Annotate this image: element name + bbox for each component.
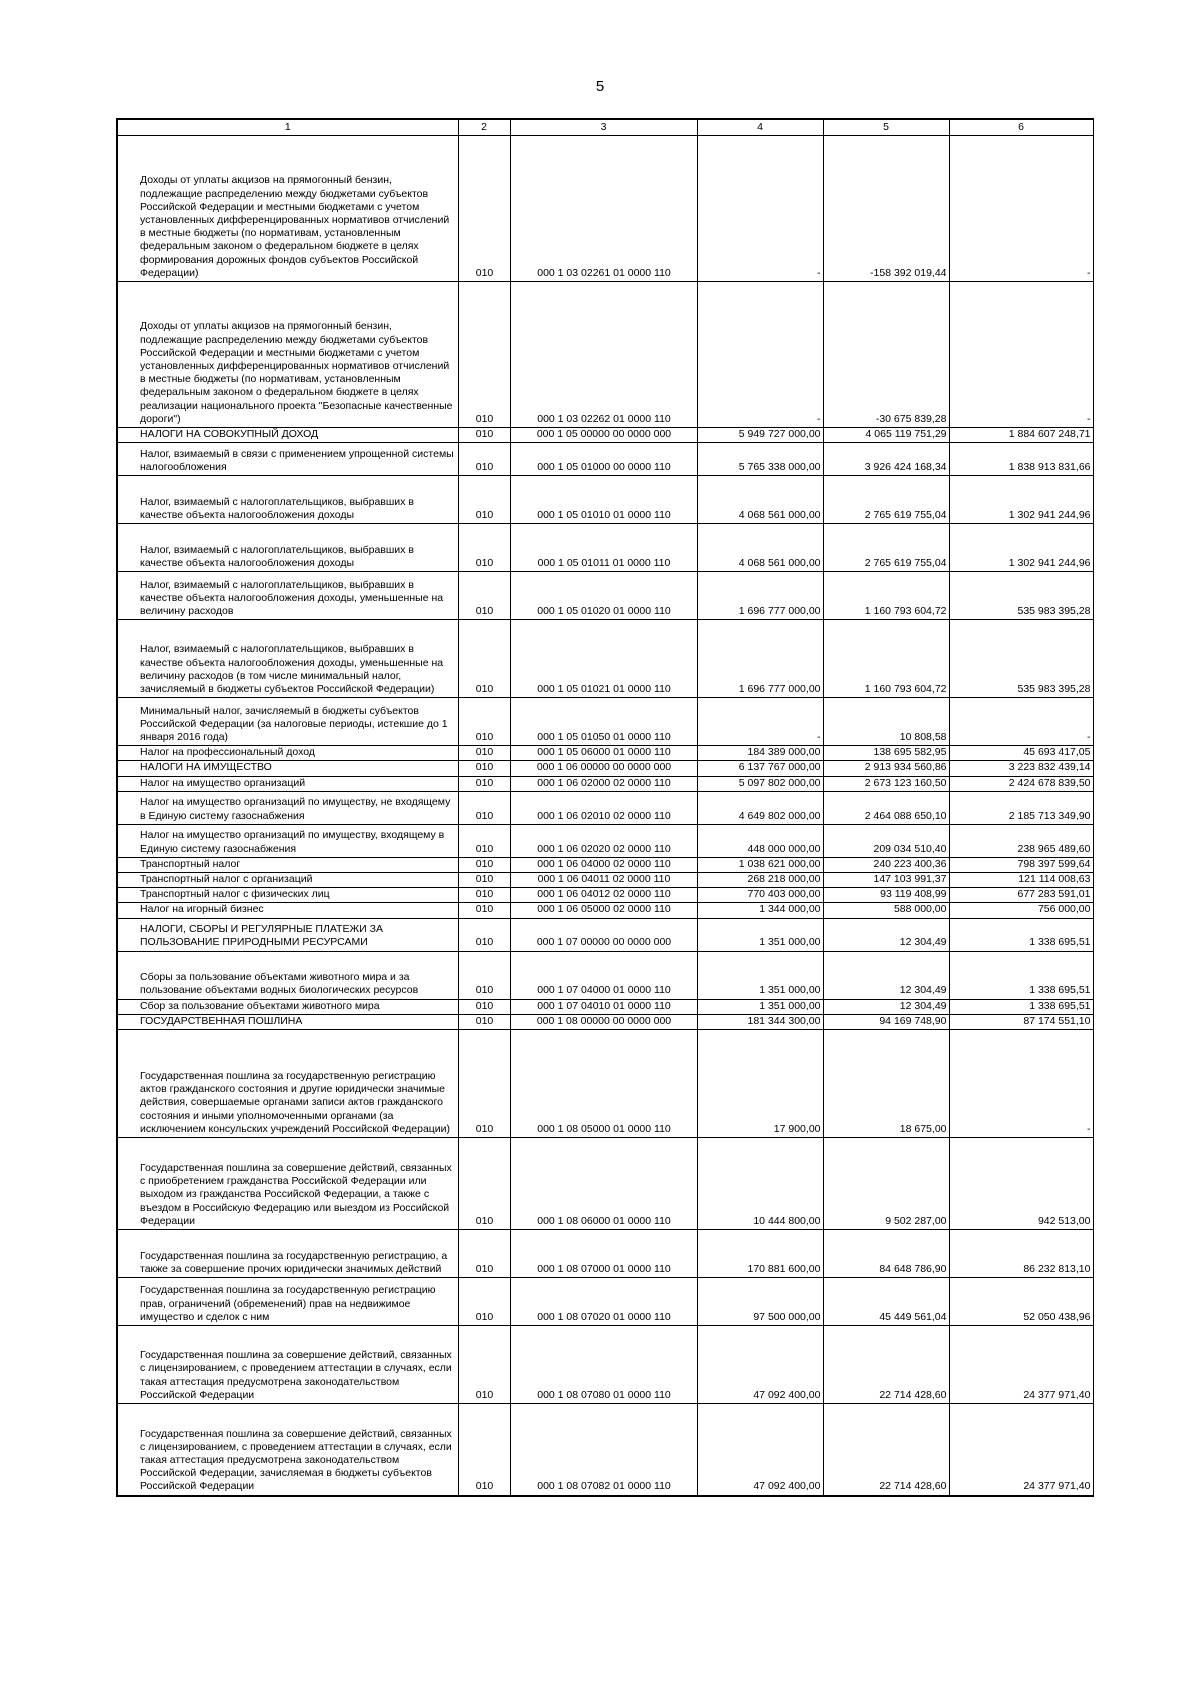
row-unexecuted: 798 397 599,64	[949, 857, 1093, 872]
row-name: НАЛОГИ НА СОВОКУПНЫЙ ДОХОД	[117, 428, 458, 443]
row-code: 010	[458, 1138, 510, 1230]
row-unexecuted: 24 377 971,40	[949, 1404, 1093, 1496]
row-name: Доходы от уплаты акцизов на прямогонный бензин, подлежащие распределению между бюджетами субъектов Российской Федерации и местными бюджетами с учетом установленных дифференцированных нормативов отчислений в местные бюджеты (по нормативам, установленным федеральным законом о федеральном бюджете в целях формирования дорожных фондов субъектов Российской Федерации)	[117, 136, 458, 282]
row-unexecuted: -	[949, 698, 1093, 746]
table-row	[117, 443, 1093, 476]
row-approved-plan: 5 765 338 000,00	[697, 443, 823, 476]
row-code: 010	[458, 443, 510, 476]
row-approved-plan: 184 389 000,00	[697, 746, 823, 761]
row-unexecuted: -	[949, 1030, 1093, 1138]
row-approved-plan: 17 900,00	[697, 1030, 823, 1138]
row-budget-classification-code: 000 1 07 04010 01 0000 110	[510, 999, 697, 1014]
row-name: Государственная пошлина за государственную регистрацию актов гражданского состояния и другие юридически значимые действия, совершаемые органами записи актов гражданского состояния и иными уполномоченными органами (за исключением консульских учреждений Российской Федерации)	[117, 1030, 458, 1138]
row-name: Сборы за пользование объектами животного мира и за пользование объектами водных биологических ресурсов	[117, 951, 458, 999]
table-row	[117, 873, 1093, 888]
table-row	[117, 620, 1093, 698]
row-name: Транспортный налог с физических лиц	[117, 888, 458, 903]
row-name: Налог, взимаемый с налогоплательщиков, выбравших в качестве объекта налогообложения доходы	[117, 524, 458, 572]
row-approved-plan: 4 649 802 000,00	[697, 791, 823, 824]
row-name: Налог, взимаемый в связи с применением упрощенной системы налогообложения	[117, 443, 458, 476]
table-row	[117, 1278, 1093, 1326]
row-budget-classification-code: 000 1 05 01010 01 0000 110	[510, 476, 697, 524]
row-unexecuted: 2 424 678 839,50	[949, 776, 1093, 791]
row-approved-plan: 181 344 300,00	[697, 1014, 823, 1029]
row-code: 010	[458, 1230, 510, 1278]
row-name: Государственная пошлина за совершение действий, связанных с приобретением гражданства Российской Федерации или выходом из гражданства Российской Федерации, а также с въездом в Российскую Федерацию или выездом из Российской Федерации	[117, 1138, 458, 1230]
row-approved-plan: 47 092 400,00	[697, 1404, 823, 1496]
row-approved-plan: 5 949 727 000,00	[697, 428, 823, 443]
row-unexecuted: 1 302 941 244,96	[949, 476, 1093, 524]
table-row	[117, 282, 1093, 428]
row-budget-classification-code: 000 1 06 02010 02 0000 110	[510, 791, 697, 824]
row-executed: 84 648 786,90	[823, 1230, 949, 1278]
row-unexecuted: 238 965 489,60	[949, 824, 1093, 857]
row-budget-classification-code: 000 1 05 01020 01 0000 110	[510, 572, 697, 620]
row-unexecuted: 535 983 395,28	[949, 620, 1093, 698]
table-row	[117, 776, 1093, 791]
column-header-6: 6	[949, 119, 1093, 136]
row-executed: 2 913 934 560,86	[823, 761, 949, 776]
row-name: Налог на имущество организаций по имуществу, не входящему в Единую систему газоснабжения	[117, 791, 458, 824]
row-name: НАЛОГИ, СБОРЫ И РЕГУЛЯРНЫЕ ПЛАТЕЖИ ЗА ПОЛЬЗОВАНИЕ ПРИРОДНЫМИ РЕСУРСАМИ	[117, 918, 458, 951]
row-name: Налог на имущество организаций по имуществу, входящему в Единую систему газоснабжения	[117, 824, 458, 857]
row-code: 010	[458, 999, 510, 1014]
row-budget-classification-code: 000 1 08 05000 01 0000 110	[510, 1030, 697, 1138]
row-approved-plan: 268 218 000,00	[697, 873, 823, 888]
row-budget-classification-code: 000 1 05 01021 01 0000 110	[510, 620, 697, 698]
row-unexecuted: 1 302 941 244,96	[949, 524, 1093, 572]
row-code: 010	[458, 1030, 510, 1138]
row-unexecuted: 1 838 913 831,66	[949, 443, 1093, 476]
row-budget-classification-code: 000 1 06 02020 02 0000 110	[510, 824, 697, 857]
table-row	[117, 918, 1093, 951]
row-unexecuted: 24 377 971,40	[949, 1326, 1093, 1404]
table-row	[117, 761, 1093, 776]
row-approved-plan: 448 000 000,00	[697, 824, 823, 857]
row-budget-classification-code: 000 1 06 04012 02 0000 110	[510, 888, 697, 903]
table-row	[117, 951, 1093, 999]
row-unexecuted: 2 185 713 349,90	[949, 791, 1093, 824]
row-code: 010	[458, 428, 510, 443]
row-code: 010	[458, 620, 510, 698]
table-row	[117, 888, 1093, 903]
table-row	[117, 857, 1093, 872]
row-budget-classification-code: 000 1 06 05000 02 0000 110	[510, 903, 697, 918]
table-row	[117, 824, 1093, 857]
row-budget-classification-code: 000 1 08 07080 01 0000 110	[510, 1326, 697, 1404]
row-budget-classification-code: 000 1 06 04011 02 0000 110	[510, 873, 697, 888]
column-header-2: 2	[458, 119, 510, 136]
row-budget-classification-code: 000 1 05 01000 00 0000 110	[510, 443, 697, 476]
row-executed: 1 160 793 604,72	[823, 572, 949, 620]
row-approved-plan: 1 351 000,00	[697, 951, 823, 999]
row-code: 010	[458, 791, 510, 824]
row-budget-classification-code: 000 1 06 00000 00 0000 000	[510, 761, 697, 776]
row-approved-plan: 1 038 621 000,00	[697, 857, 823, 872]
table-row	[117, 428, 1093, 443]
row-approved-plan: 1 344 000,00	[697, 903, 823, 918]
row-executed: 138 695 582,95	[823, 746, 949, 761]
row-name: Налог на имущество организаций	[117, 776, 458, 791]
row-name: Государственная пошлина за государственную регистрацию, а также за совершение прочих юридически значимых действий	[117, 1230, 458, 1278]
row-executed: 9 502 287,00	[823, 1138, 949, 1230]
row-executed: 94 169 748,90	[823, 1014, 949, 1029]
row-code: 010	[458, 136, 510, 282]
row-approved-plan: 5 097 802 000,00	[697, 776, 823, 791]
row-budget-classification-code: 000 1 06 02000 02 0000 110	[510, 776, 697, 791]
row-name: Государственная пошлина за совершение действий, связанных с лицензированием, с проведением аттестации в случаях, если такая аттестация предусмотрена законодательством Российской Федерации	[117, 1326, 458, 1404]
row-budget-classification-code: 000 1 07 04000 01 0000 110	[510, 951, 697, 999]
table-row	[117, 903, 1093, 918]
row-name: Налог, взимаемый с налогоплательщиков, выбравших в качестве объекта налогообложения доходы, уменьшенные на величину расходов (в том числе минимальный налог, зачисляемый в бюджеты субъектов Российской Федерации)	[117, 620, 458, 698]
row-executed: 209 034 510,40	[823, 824, 949, 857]
row-code: 010	[458, 1404, 510, 1496]
row-unexecuted: 1 338 695,51	[949, 951, 1093, 999]
row-budget-classification-code: 000 1 05 00000 00 0000 000	[510, 428, 697, 443]
row-name: Налог на профессиональный доход	[117, 746, 458, 761]
row-unexecuted: -	[949, 136, 1093, 282]
row-name: Налог на игорный бизнес	[117, 903, 458, 918]
row-code: 010	[458, 282, 510, 428]
row-name: ГОСУДАРСТВЕННАЯ ПОШЛИНА	[117, 1014, 458, 1029]
row-unexecuted: 677 283 591,01	[949, 888, 1093, 903]
row-budget-classification-code: 000 1 08 07082 01 0000 110	[510, 1404, 697, 1496]
row-unexecuted: 45 693 417,05	[949, 746, 1093, 761]
row-unexecuted: -	[949, 282, 1093, 428]
row-code: 010	[458, 698, 510, 746]
table-row	[117, 999, 1093, 1014]
row-executed: 147 103 991,37	[823, 873, 949, 888]
row-budget-classification-code: 000 1 07 00000 00 0000 000	[510, 918, 697, 951]
row-executed: 240 223 400,36	[823, 857, 949, 872]
row-unexecuted: 121 114 008,63	[949, 873, 1093, 888]
row-executed: 18 675,00	[823, 1030, 949, 1138]
row-code: 010	[458, 951, 510, 999]
row-code: 010	[458, 524, 510, 572]
row-code: 010	[458, 761, 510, 776]
row-unexecuted: 3 223 832 439,14	[949, 761, 1093, 776]
row-executed: 3 926 424 168,34	[823, 443, 949, 476]
row-unexecuted: 1 338 695,51	[949, 918, 1093, 951]
row-code: 010	[458, 776, 510, 791]
column-number-row	[117, 119, 1093, 136]
row-code: 010	[458, 918, 510, 951]
row-approved-plan: 4 068 561 000,00	[697, 476, 823, 524]
row-budget-classification-code: 000 1 03 02262 01 0000 110	[510, 282, 697, 428]
row-executed: 22 714 428,60	[823, 1326, 949, 1404]
table-row	[117, 1030, 1093, 1138]
row-budget-classification-code: 000 1 08 07020 01 0000 110	[510, 1278, 697, 1326]
row-name: НАЛОГИ НА ИМУЩЕСТВО	[117, 761, 458, 776]
row-code: 010	[458, 857, 510, 872]
row-approved-plan: -	[697, 136, 823, 282]
column-header-4: 4	[697, 119, 823, 136]
row-approved-plan: 10 444 800,00	[697, 1138, 823, 1230]
row-budget-classification-code: 000 1 05 06000 01 0000 110	[510, 746, 697, 761]
row-executed: 588 000,00	[823, 903, 949, 918]
row-unexecuted: 52 050 438,96	[949, 1278, 1093, 1326]
row-approved-plan: 1 696 777 000,00	[697, 620, 823, 698]
table-row	[117, 1326, 1093, 1404]
row-name: Налог, взимаемый с налогоплательщиков, выбравших в качестве объекта налогообложения доходы, уменьшенные на величину расходов	[117, 572, 458, 620]
row-code: 010	[458, 903, 510, 918]
table-row	[117, 1230, 1093, 1278]
row-executed: 12 304,49	[823, 918, 949, 951]
row-name: Минимальный налог, зачисляемый в бюджеты субъектов Российской Федерации (за налоговые периоды, истекшие до 1 января 2016 года)	[117, 698, 458, 746]
page-number: 5	[595, 78, 605, 95]
row-name: Государственная пошлина за совершение действий, связанных с лицензированием, с проведением аттестации в случаях, если такая аттестация предусмотрена законодательством Российской Федерации, зачисляемая в бюджеты субъектов Российской Федерации	[117, 1404, 458, 1496]
table-row	[117, 524, 1093, 572]
row-approved-plan: 770 403 000,00	[697, 888, 823, 903]
row-name: Доходы от уплаты акцизов на прямогонный бензин, подлежащие распределению между бюджетами субъектов Российской Федерации и местными бюджетами с учетом установленных дифференцированных нормативов отчислений в местные бюджеты (по нормативам, установленным федеральным законом о федеральном бюджете в целях реализации национального проекта "Безопасные качественные дороги")	[117, 282, 458, 428]
row-executed: 45 449 561,04	[823, 1278, 949, 1326]
row-code: 010	[458, 824, 510, 857]
row-name: Транспортный налог	[117, 857, 458, 872]
row-approved-plan: 1 351 000,00	[697, 918, 823, 951]
row-unexecuted: 942 513,00	[949, 1138, 1093, 1230]
row-approved-plan: -	[697, 282, 823, 428]
row-executed: 22 714 428,60	[823, 1404, 949, 1496]
row-approved-plan: 170 881 600,00	[697, 1230, 823, 1278]
revenue-table	[116, 118, 1094, 1497]
row-budget-classification-code: 000 1 05 01011 01 0000 110	[510, 524, 697, 572]
row-code: 010	[458, 1326, 510, 1404]
row-code: 010	[458, 476, 510, 524]
row-approved-plan: 47 092 400,00	[697, 1326, 823, 1404]
row-code: 010	[458, 1014, 510, 1029]
row-unexecuted: 1 884 607 248,71	[949, 428, 1093, 443]
row-unexecuted: 87 174 551,10	[949, 1014, 1093, 1029]
table-row	[117, 791, 1093, 824]
column-header-3: 3	[510, 119, 697, 136]
row-approved-plan: 1 351 000,00	[697, 999, 823, 1014]
row-code: 010	[458, 888, 510, 903]
row-budget-classification-code: 000 1 05 01050 01 0000 110	[510, 698, 697, 746]
row-code: 010	[458, 572, 510, 620]
table-row	[117, 1404, 1093, 1496]
row-executed: 10 808,58	[823, 698, 949, 746]
row-executed: 1 160 793 604,72	[823, 620, 949, 698]
table-row	[117, 476, 1093, 524]
column-header-5: 5	[823, 119, 949, 136]
table-row	[117, 136, 1093, 282]
row-budget-classification-code: 000 1 08 07000 01 0000 110	[510, 1230, 697, 1278]
row-executed: 2 673 123 160,50	[823, 776, 949, 791]
row-executed: 4 065 119 751,29	[823, 428, 949, 443]
row-unexecuted: 86 232 813,10	[949, 1230, 1093, 1278]
row-budget-classification-code: 000 1 03 02261 01 0000 110	[510, 136, 697, 282]
row-unexecuted: 535 983 395,28	[949, 572, 1093, 620]
row-executed: 93 119 408,99	[823, 888, 949, 903]
table-row	[117, 698, 1093, 746]
row-executed: 12 304,49	[823, 951, 949, 999]
row-code: 010	[458, 873, 510, 888]
row-unexecuted: 1 338 695,51	[949, 999, 1093, 1014]
row-budget-classification-code: 000 1 06 04000 02 0000 110	[510, 857, 697, 872]
table-row	[117, 1138, 1093, 1230]
column-header-1: 1	[117, 119, 458, 136]
row-approved-plan: 1 696 777 000,00	[697, 572, 823, 620]
row-executed: 12 304,49	[823, 999, 949, 1014]
row-executed: 2 765 619 755,04	[823, 524, 949, 572]
row-unexecuted: 756 000,00	[949, 903, 1093, 918]
row-executed: 2 464 088 650,10	[823, 791, 949, 824]
row-code: 010	[458, 746, 510, 761]
row-approved-plan: 4 068 561 000,00	[697, 524, 823, 572]
row-approved-plan: -	[697, 698, 823, 746]
row-name: Налог, взимаемый с налогоплательщиков, выбравших в качестве объекта налогообложения доходы	[117, 476, 458, 524]
row-executed: 2 765 619 755,04	[823, 476, 949, 524]
row-approved-plan: 97 500 000,00	[697, 1278, 823, 1326]
row-name: Сбор за пользование объектами животного мира	[117, 999, 458, 1014]
row-budget-classification-code: 000 1 08 00000 00 0000 000	[510, 1014, 697, 1029]
row-budget-classification-code: 000 1 08 06000 01 0000 110	[510, 1138, 697, 1230]
row-name: Транспортный налог с организаций	[117, 873, 458, 888]
table-row	[117, 572, 1093, 620]
row-executed: -158 392 019,44	[823, 136, 949, 282]
row-executed: -30 675 839,28	[823, 282, 949, 428]
table-row	[117, 746, 1093, 761]
row-name: Государственная пошлина за государственную регистрацию прав, ограничений (обременений) прав на недвижимое имущество и сделок с ним	[117, 1278, 458, 1326]
row-approved-plan: 6 137 767 000,00	[697, 761, 823, 776]
table-row	[117, 1014, 1093, 1029]
row-code: 010	[458, 1278, 510, 1326]
